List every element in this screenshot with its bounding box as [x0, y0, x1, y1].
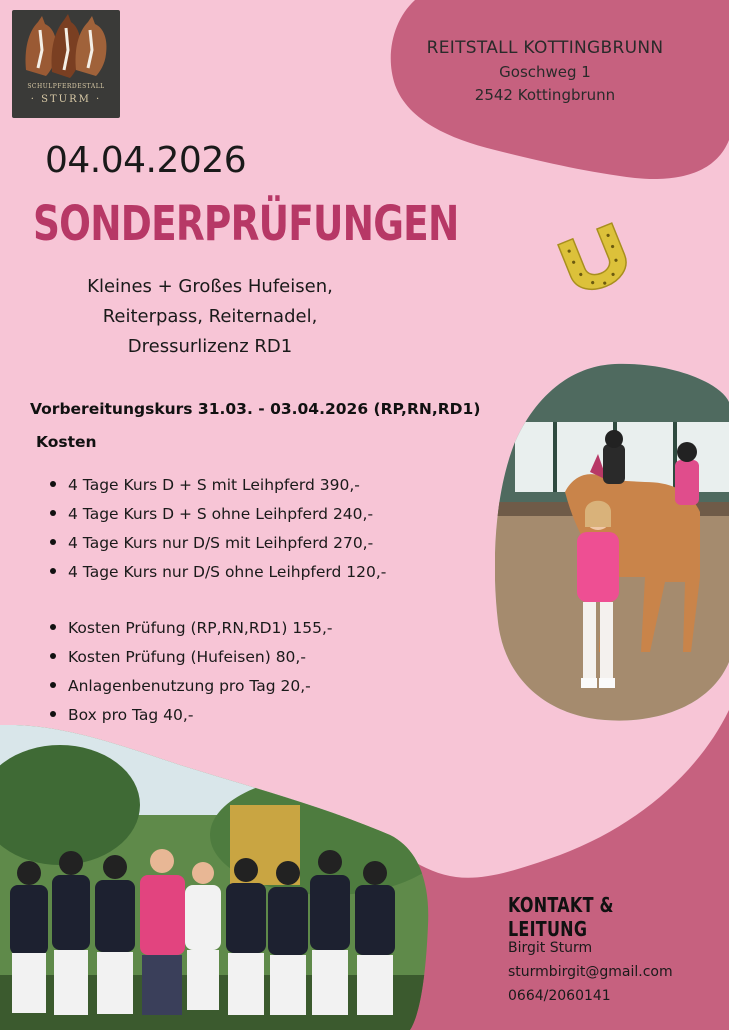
preparation-course: Vorbereitungskurs 31.03. - 03.04.2026 (RP,RN,RD1) [30, 400, 481, 418]
costs-heading: Kosten [36, 433, 97, 451]
bullet-icon [50, 539, 56, 545]
contact-heading: KONTAKT & LEITUNG [508, 893, 614, 941]
list-item: Box pro Tag 40,- [50, 701, 332, 730]
contact-email[interactable]: sturmbirgit@gmail.com [508, 964, 673, 980]
list-item: Anlagenbenutzung pro Tag 20,- [50, 672, 332, 701]
course-costs-list [50, 471, 386, 587]
address-city: 2542 Kottingbrunn [474, 86, 616, 104]
address-block [420, 38, 670, 104]
exam-types-line-2: Reiterpass, Reiternadel, [102, 306, 318, 327]
exam-types-line-1: Kleines + Großes Hufeisen, [87, 276, 333, 297]
bullet-icon [50, 653, 56, 659]
logo-text-name: · STURM · [30, 94, 102, 105]
list-item: 4 Tage Kurs nur D/S ohne Leihpferd 120,- [50, 558, 386, 587]
logo-text-top: SCHULPFERDESTALL [27, 83, 105, 90]
contact-name: Birgit Sturm [508, 940, 593, 956]
bullet-icon [50, 624, 56, 630]
bullet-icon [50, 510, 56, 516]
other-costs-list [50, 614, 332, 730]
stable-logo [12, 10, 120, 118]
stable-name: REITSTALL KOTTINGBRUNN [426, 38, 664, 58]
group-photo [0, 725, 430, 1030]
address-street: Goschweg 1 [499, 63, 591, 81]
list-item: Kosten Prüfung (RP,RN,RD1) 155,- [50, 614, 332, 643]
exam-types-line-3: Dressurlizenz RD1 [127, 336, 293, 357]
list-item: 4 Tage Kurs nur D/S mit Leihpferd 270,- [50, 529, 386, 558]
bullet-icon [50, 711, 56, 717]
bullet-icon [50, 682, 56, 688]
list-item: Kosten Prüfung (Hufeisen) 80,- [50, 643, 332, 672]
list-item: 4 Tage Kurs D + S mit Leihpferd 390,- [50, 471, 386, 500]
bullet-icon [50, 568, 56, 574]
exam-types [60, 272, 360, 362]
event-date: 04.04.2026 [45, 140, 247, 181]
arena-photo [495, 362, 729, 724]
list-item: 4 Tage Kurs D + S ohne Leihpferd 240,- [50, 500, 386, 529]
horse-heads-icon [12, 10, 120, 85]
page-title: SONDERPRÜFUNGEN [33, 196, 459, 252]
horseshoe-icon [548, 212, 643, 307]
contact-phone[interactable]: 0664/2060141 [508, 988, 611, 1004]
bullet-icon [50, 481, 56, 487]
